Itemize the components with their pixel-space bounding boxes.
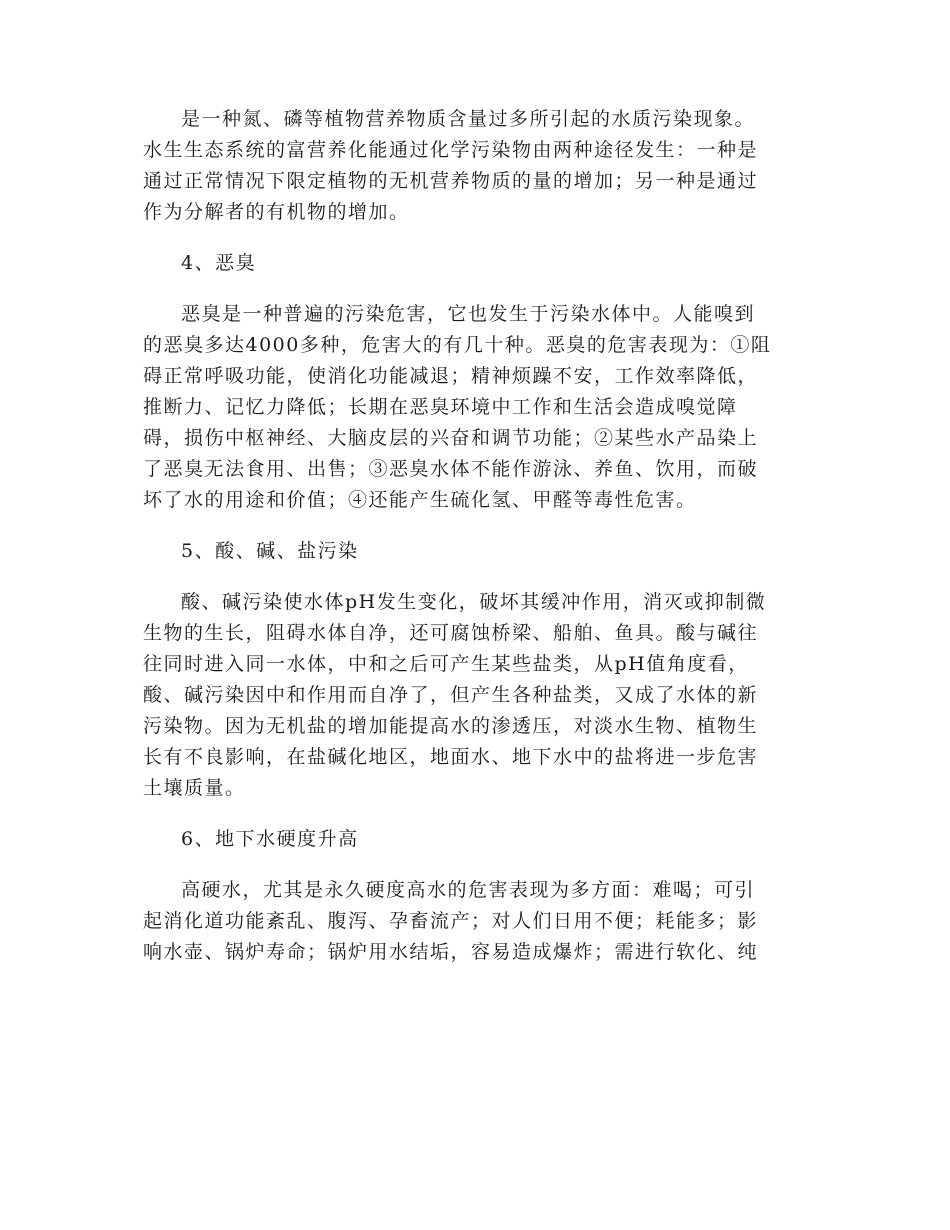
text-line: 坏了水的用途和价值；④还能产生硫化氢、甲醛等毒性危害。 bbox=[143, 489, 697, 511]
text-line: 了恶臭无法食用、出售；③恶臭水体不能作游泳、养鱼、饮用，而破 bbox=[143, 458, 759, 480]
section-heading-groundwater-hardness: 6、地下水硬度升高 bbox=[181, 828, 359, 850]
section-heading-odor: 4、恶臭 bbox=[181, 252, 257, 274]
text-line: 恶臭是一种普遍的污染危害，它也发生于污染水体中。人能嗅到 bbox=[181, 303, 756, 325]
text-line: 起消化道功能紊乱、腹泻、孕畜流产；对人们日用不便；耗能多；影 bbox=[143, 910, 759, 932]
text-line: 通过正常情况下限定植物的无机营养物质的量的增加；另一种是通过 bbox=[143, 170, 759, 192]
text-line: 土壤质量。 bbox=[143, 777, 246, 799]
text-line: 往同时进入同一水体，中和之后可产生某些盐类，从pH值角度看， bbox=[143, 653, 749, 675]
text-line: 的恶臭多达4000多种，危害大的有几十种。恶臭的危害表现为：①阻 bbox=[143, 334, 772, 356]
text-line: 推断力、记忆力降低；长期在恶臭环境中工作和生活会造成嗅觉障 bbox=[143, 396, 738, 418]
text-line: 碍正常呼吸功能，使消化功能减退；精神烦躁不安，工作效率降低， bbox=[143, 365, 759, 387]
text-line: 是一种氮、磷等植物营养物质含量过多所引起的水质污染现象。 bbox=[181, 108, 756, 130]
text-line: 碍，损伤中枢神经、大脑皮层的兴奋和调节功能；②某些水产品染上 bbox=[143, 427, 759, 449]
text-line: 响水壶、锅炉寿命；锅炉用水结垢，容易造成爆炸；需进行软化、纯 bbox=[143, 941, 759, 963]
text-line: 酸、碱污染使水体pH发生变化，破坏其缓冲作用，消灭或抑制微 bbox=[181, 591, 767, 613]
paragraph-eutrophication bbox=[143, 104, 803, 228]
text-line: 生物的生长，阻碍水体自净，还可腐蚀桥梁、船舶、鱼具。酸与碱往 bbox=[143, 622, 759, 644]
text-line: 高硬水，尤其是永久硬度高水的危害表现为多方面：难喝；可引 bbox=[181, 879, 756, 901]
text-line: 酸、碱污染因中和作用而自净了，但产生各种盐类，又成了水体的新 bbox=[143, 684, 759, 706]
paragraph-acid-alkali bbox=[143, 587, 803, 804]
text-line: 长有不良影响，在盐碱化地区，地面水、地下水中的盐将进一步危害 bbox=[143, 746, 759, 768]
section-heading-acid-alkali-salt: 5、酸、碱、盐污染 bbox=[181, 540, 359, 562]
paragraph-hardness bbox=[143, 875, 803, 968]
text-line: 作为分解者的有机物的增加。 bbox=[143, 201, 410, 223]
text-line: 污染物。因为无机盐的增加能提高水的渗透压，对淡水生物、植物生 bbox=[143, 715, 759, 737]
paragraph-odor bbox=[143, 299, 803, 516]
document-body bbox=[143, 104, 803, 968]
text-line: 水生生态系统的富营养化能通过化学污染物由两种途径发生：一种是 bbox=[143, 139, 759, 161]
